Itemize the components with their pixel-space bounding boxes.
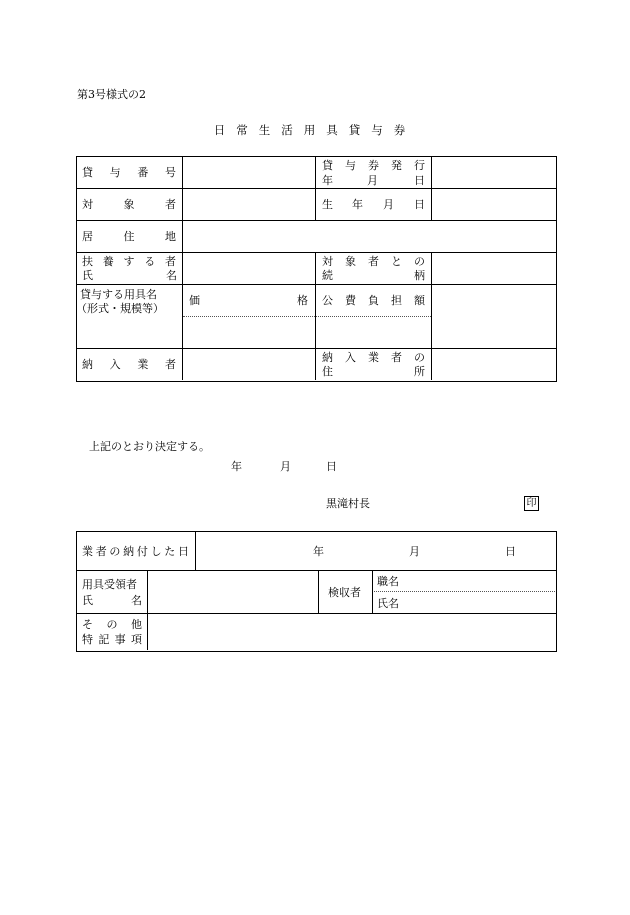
page-title: 日常生活用具貸与券: [213, 123, 417, 137]
delivery-day: 日: [505, 545, 516, 558]
public-burden-label: 公費負担額: [322, 294, 425, 307]
special-notes-cell[interactable]: [149, 615, 554, 649]
birth-label: 生: [322, 198, 333, 211]
delivery-month: 月: [409, 545, 420, 558]
issue-year-label: 年: [322, 174, 333, 187]
issue-date-cell[interactable]: [433, 158, 554, 187]
mayor-title: 黒滝村長: [326, 497, 370, 510]
supporter-name-label-a: 氏: [82, 269, 93, 282]
item-name-label: 貸与する用具名: [80, 288, 157, 301]
item-cell[interactable]: [78, 318, 181, 347]
inspector-name-cell[interactable]: [405, 593, 554, 612]
item-spec-label: （形式・規模等）: [76, 302, 164, 315]
decision-text: 上記のとおり決定する。: [89, 440, 210, 453]
subject-cell[interactable]: [184, 190, 313, 219]
relation-label: 対象者との: [322, 255, 425, 268]
inspector-job-title-cell[interactable]: [405, 572, 554, 590]
price-label-b: 格: [297, 294, 308, 307]
seal-mark: 印: [524, 496, 539, 511]
loan-number-cell[interactable]: [184, 158, 313, 187]
decision-day: 日: [326, 460, 337, 473]
price-cell[interactable]: [184, 318, 313, 347]
vendor-label: 納入業者: [82, 358, 176, 371]
vendor-address-cell[interactable]: [433, 350, 554, 379]
public-burden-cell[interactable]: [317, 318, 430, 347]
receiver-name-cell[interactable]: [149, 572, 317, 612]
delivery-date-label: 業者の納付した日: [82, 545, 189, 558]
receiver-label: 用具受領者: [82, 578, 137, 591]
delivery-date-cell[interactable]: [197, 533, 554, 569]
vendor-address-label: 納入業者の: [322, 351, 425, 364]
supporter-name-cell[interactable]: [184, 254, 313, 283]
birth-year-label: 年: [352, 198, 363, 211]
inspector-label: 検収者: [328, 586, 361, 599]
decision-month: 月: [280, 460, 291, 473]
birth-date-cell[interactable]: [433, 190, 554, 219]
birth-month-label: 月: [383, 198, 394, 211]
price-label-a: 価: [189, 294, 200, 307]
subject-label: 対象者: [82, 198, 176, 211]
name-label: 氏名: [377, 597, 399, 610]
vendor-cell[interactable]: [184, 350, 313, 379]
supporter-name-label-b: 名: [166, 269, 177, 282]
special-notes-label: 特記事項: [82, 633, 142, 646]
issue-day-label: 日: [414, 174, 425, 187]
other-label: その他: [82, 618, 142, 631]
vendor-address-label-b: 所: [414, 365, 425, 378]
delivery-year: 年: [313, 545, 324, 558]
receiver-name-label-b: 名: [131, 594, 142, 607]
loan-number-label: 貸与番号: [82, 166, 176, 179]
birth-day-label: 日: [414, 198, 425, 211]
vendor-address-label-a: 住: [322, 365, 333, 378]
job-title-label: 職名: [377, 575, 399, 588]
address-label: 居住地: [82, 230, 176, 243]
issue-month-label: 月: [367, 174, 378, 187]
receiver-name-label-a: 氏: [82, 594, 93, 607]
issue-date-label: 貸与券発行: [322, 159, 425, 172]
relation-label-b: 柄: [414, 269, 425, 282]
relation-cell[interactable]: [433, 254, 554, 283]
address-cell[interactable]: [184, 222, 554, 251]
supporter-label: 扶養する者: [82, 255, 176, 268]
form-number: 第3号様式の2: [77, 88, 146, 101]
relation-label-a: 続: [322, 269, 333, 282]
decision-year: 年: [231, 460, 242, 473]
